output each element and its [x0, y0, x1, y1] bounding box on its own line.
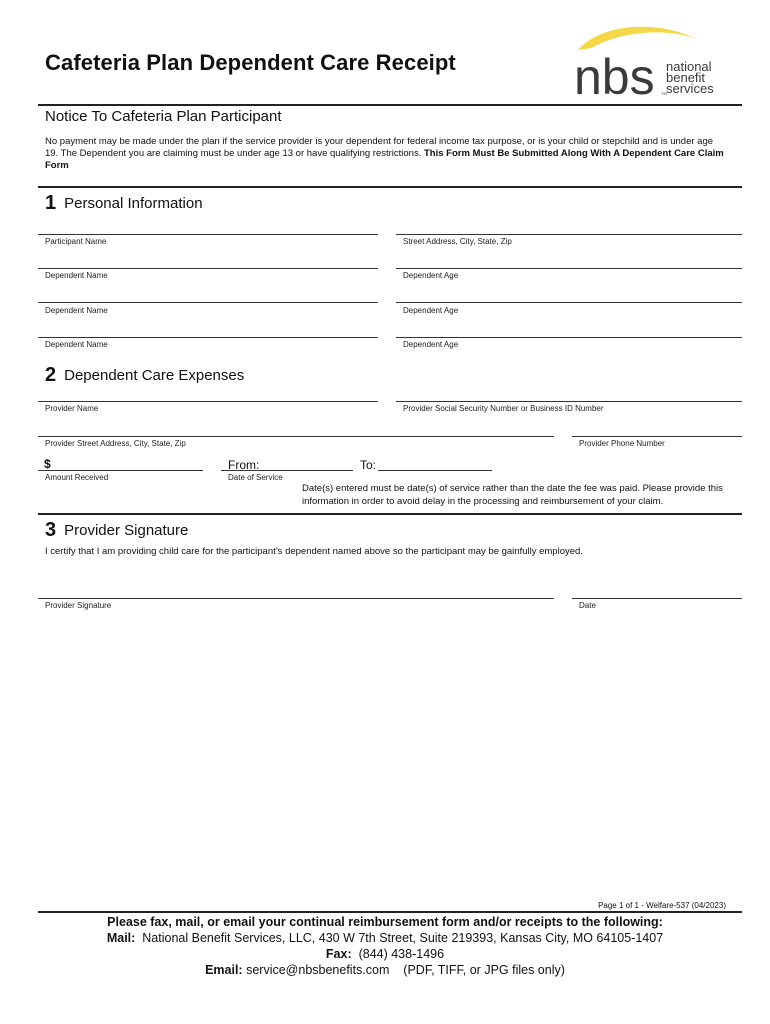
service-from-field[interactable] — [221, 470, 353, 471]
date-of-service-label: Date of Service — [228, 473, 283, 482]
provider-signature-field[interactable] — [38, 598, 554, 599]
signature-date-field[interactable] — [572, 598, 742, 599]
logo-tm: TM — [661, 91, 667, 96]
certify-text: I certify that I am providing child care for the participant’s dependent named above so the participant may be gainfully employed. — [45, 546, 583, 557]
notice-bold-text: This Form Must Be Submitted Along With A Dependent Care Claim Form — [45, 148, 724, 171]
date-note: Date(s) entered must be date(s) of service rather than the date the fee was paid. Please provide this information in order to avoid delay in the processing and reimbursement of your claim. — [302, 483, 723, 507]
form-title: Cafeteria Plan Dependent Care Receipt — [45, 50, 456, 75]
provider-name-label: Provider Name — [45, 404, 99, 413]
provider-address-label: Provider Street Address, City, State, Zip — [45, 439, 186, 448]
dependent-name-label-2: Dependent Name — [45, 306, 108, 315]
fax-number: (844) 438-1496 — [358, 947, 445, 961]
dependent-name-field-1[interactable] — [38, 268, 378, 269]
dollar-sign: $ — [44, 457, 51, 471]
dependent-age-label-2: Dependent Age — [403, 306, 459, 315]
signature-date-label: Date — [579, 601, 596, 610]
dependent-name-label-3: Dependent Name — [45, 340, 108, 349]
dependent-age-field-2[interactable] — [396, 302, 742, 303]
section3-title: Provider Signature — [64, 522, 189, 539]
provider-signature-label: Provider Signature — [45, 601, 112, 610]
logo-line3: services — [666, 81, 714, 96]
nbs-logo — [572, 24, 732, 104]
notice-body — [45, 136, 725, 172]
footer-instruction: Please fax, mail, or email your continual reimbursement form and/or receipts to the following: — [107, 915, 663, 929]
logo-swoosh-icon — [578, 27, 698, 50]
to-label: To: — [360, 458, 377, 472]
logo-line2: benefit — [666, 70, 706, 85]
mail-address: National Benefit Services, LLC, 430 W 7th Street, Suite 219393, Kansas City, MO 64105-1407 — [142, 931, 664, 945]
service-to-field[interactable] — [378, 470, 492, 471]
nbs-logo-graphic — [572, 24, 732, 104]
dependent-age-field-1[interactable] — [396, 268, 742, 269]
logo-mark: nbs — [574, 49, 655, 104]
section2-heading — [45, 364, 244, 387]
page-info: Page 1 of 1 - Welfare-537 (04/2023) — [598, 901, 726, 910]
footer-divider — [38, 911, 742, 913]
amount-received-field[interactable] — [38, 470, 203, 471]
provider-ssn-field[interactable] — [396, 401, 742, 402]
from-label: From: — [228, 458, 260, 472]
participant-name-label: Participant Name — [45, 237, 107, 246]
email-file-note: (PDF, TIFF, or JPG files only) — [403, 963, 565, 977]
section3-divider — [38, 513, 742, 515]
dependent-name-label-1: Dependent Name — [45, 271, 108, 280]
footer-fax-line — [0, 946, 770, 962]
street-address-label: Street Address, City, State, Zip — [403, 237, 512, 246]
amount-received-label: Amount Received — [45, 473, 109, 482]
notice-text: No payment may be made under the plan if the service provider is your dependent for federal income tax purpose, or is your child or stepchild and is under age 19. The Dependent you are claiming must be under age 13 or have qualifying restrictions. — [45, 136, 714, 159]
mail-label: Mail: — [106, 931, 136, 945]
footer-email-line — [0, 962, 770, 978]
provider-name-field[interactable] — [38, 401, 378, 402]
participant-name-field[interactable] — [38, 234, 378, 235]
section2-number: 2 — [45, 364, 57, 386]
logo-line1: national — [666, 59, 712, 74]
section3-number: 3 — [45, 519, 57, 541]
dependent-age-label-1: Dependent Age — [403, 271, 459, 280]
section1-title: Personal Information — [64, 195, 203, 212]
section2-title: Dependent Care Expenses — [64, 367, 245, 384]
footer-mail-line — [0, 930, 770, 946]
provider-address-field[interactable] — [38, 436, 554, 437]
provider-phone-field[interactable] — [572, 436, 742, 437]
fax-label: Fax: — [325, 947, 352, 961]
section1-divider — [38, 186, 742, 188]
provider-phone-label: Provider Phone Number — [579, 439, 665, 448]
notice-heading: Notice To Cafeteria Plan Participant — [45, 108, 282, 125]
title-divider — [38, 104, 742, 106]
email-label: Email: — [205, 963, 243, 977]
section1-number: 1 — [45, 192, 57, 214]
dependent-name-field-2[interactable] — [38, 302, 378, 303]
footer-contact — [0, 914, 770, 978]
dependent-age-label-3: Dependent Age — [403, 340, 459, 349]
email-address[interactable]: service@nbsbenefits.com — [246, 963, 390, 977]
section3-heading — [45, 519, 188, 542]
dependent-name-field-3[interactable] — [38, 337, 378, 338]
dependent-age-field-3[interactable] — [396, 337, 742, 338]
street-address-field[interactable] — [396, 234, 742, 235]
provider-ssn-label: Provider Social Security Number or Business ID Number — [403, 404, 604, 413]
section1-heading — [45, 192, 203, 215]
